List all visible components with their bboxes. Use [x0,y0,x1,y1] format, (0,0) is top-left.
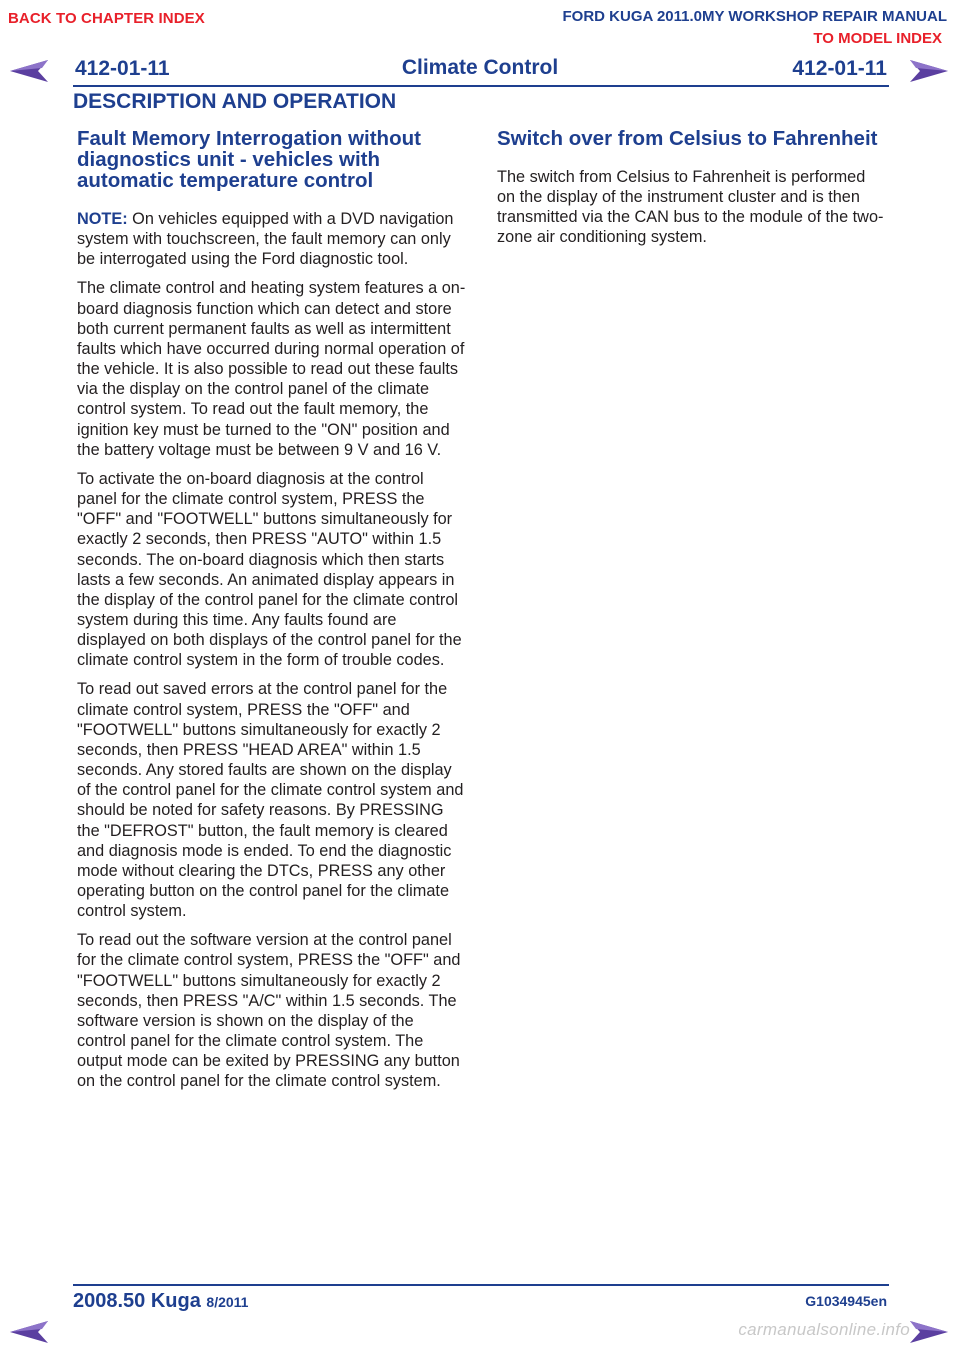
page-code-left: 412-01-11 [75,57,170,80]
note-text: On vehicles equipped with a DVD navigation system with touchscreen, the fault memory can only be interrogated using the Ford diagnostic tool. [77,210,454,269]
edition-date: 8/2011 [206,1294,249,1310]
right-column [497,128,887,257]
to-model-index-link[interactable]: TO MODEL INDEX [813,30,942,47]
arrow-left-icon [8,1319,50,1345]
previous-page-button-bottom[interactable] [8,1319,50,1345]
next-page-button-bottom[interactable] [908,1319,950,1345]
footer-edition [73,1290,248,1313]
body-paragraph: To read out saved errors at the control panel for the climate control system, PRESS the "OFF" and "FOOTWELL" buttons simultaneously for exactly 2 seconds, then PRESS "HEAD AREA" within 1.5 seconds. Any stored faults are shown on the display of the control panel for the climate control system and should be noted for safety reasons. By PRESSING the "DEFROST" button, the fault memory is cleared and diagnosis mode is ended. To end the diagnostic mode without clearing the DTCs, PRESS any other operating button on the control panel for the climate control system. [77,680,464,921]
page-title: Climate Control [401,56,559,79]
back-to-chapter-index-link[interactable]: BACK TO CHAPTER INDEX [8,10,205,27]
body-paragraph: The switch from Celsius to Fahrenheit is performed on the display of the instrument cluster and is then transmitted via the CAN bus to the module of the two-zone air conditioning system. [497,168,884,247]
celsius-fahrenheit-heading: Switch over from Celsius to Fahrenheit [497,127,878,150]
body-paragraph: To read out the software version at the control panel for the climate control system, PRESS the "OFF" and "FOOTWELL" buttons simultaneously for exactly 2 seconds, then PRESS "A/C" within 1.5 seconds. The software version is shown on the display of the control panel for the climate control system. The output mode can be exited by PRESSING any button on the control panel for the climate control system. [77,931,461,1091]
manual-title: FORD KUGA 2011.0MY WORKSHOP REPAIR MANUAL [562,8,947,25]
watermark: carmanualsonline.info [738,1320,910,1339]
footer-divider [73,1284,889,1286]
document-id: G1034945en [805,1293,887,1309]
note-paragraph [77,209,467,269]
body-paragraph: To activate the on-board diagnosis at the control panel for the climate control system, PRESS the "OFF" and "FOOTWELL" buttons simultaneously for exactly 2 seconds, then PRESS "AUTO" within 1.5 seconds. The on-board diagnosis which then starts lasts a few seconds. An animated display appears in the display of the control panel for the climate control system during this time. Any faults found are displayed on both displays of the control panel for the climate control system in the form of trouble codes. [77,469,462,670]
section-type-heading: DESCRIPTION AND OPERATION [73,90,397,113]
page-code-right: 412-01-11 [792,57,887,80]
left-column [77,128,467,1101]
fault-memory-heading: Fault Memory Interrogation without diagnostics unit - vehicles with automatic temperature control [77,127,421,192]
note-label: NOTE: [77,210,128,228]
header-divider [73,85,889,87]
arrow-right-icon [908,1319,950,1345]
edition-label: 2008.50 Kuga [73,1290,201,1312]
body-paragraph: The climate control and heating system features a on-board diagnosis function which can detect and store both current permanent faults as well as intermittent faults which have occurred during normal operation of the vehicle. It is also possible to read out these faults via the display on the control panel of the climate control system. To read out the fault memory, the ignition key must be turned to the "ON" position and the battery voltage must be between 9 V and 16 V. [77,279,466,459]
